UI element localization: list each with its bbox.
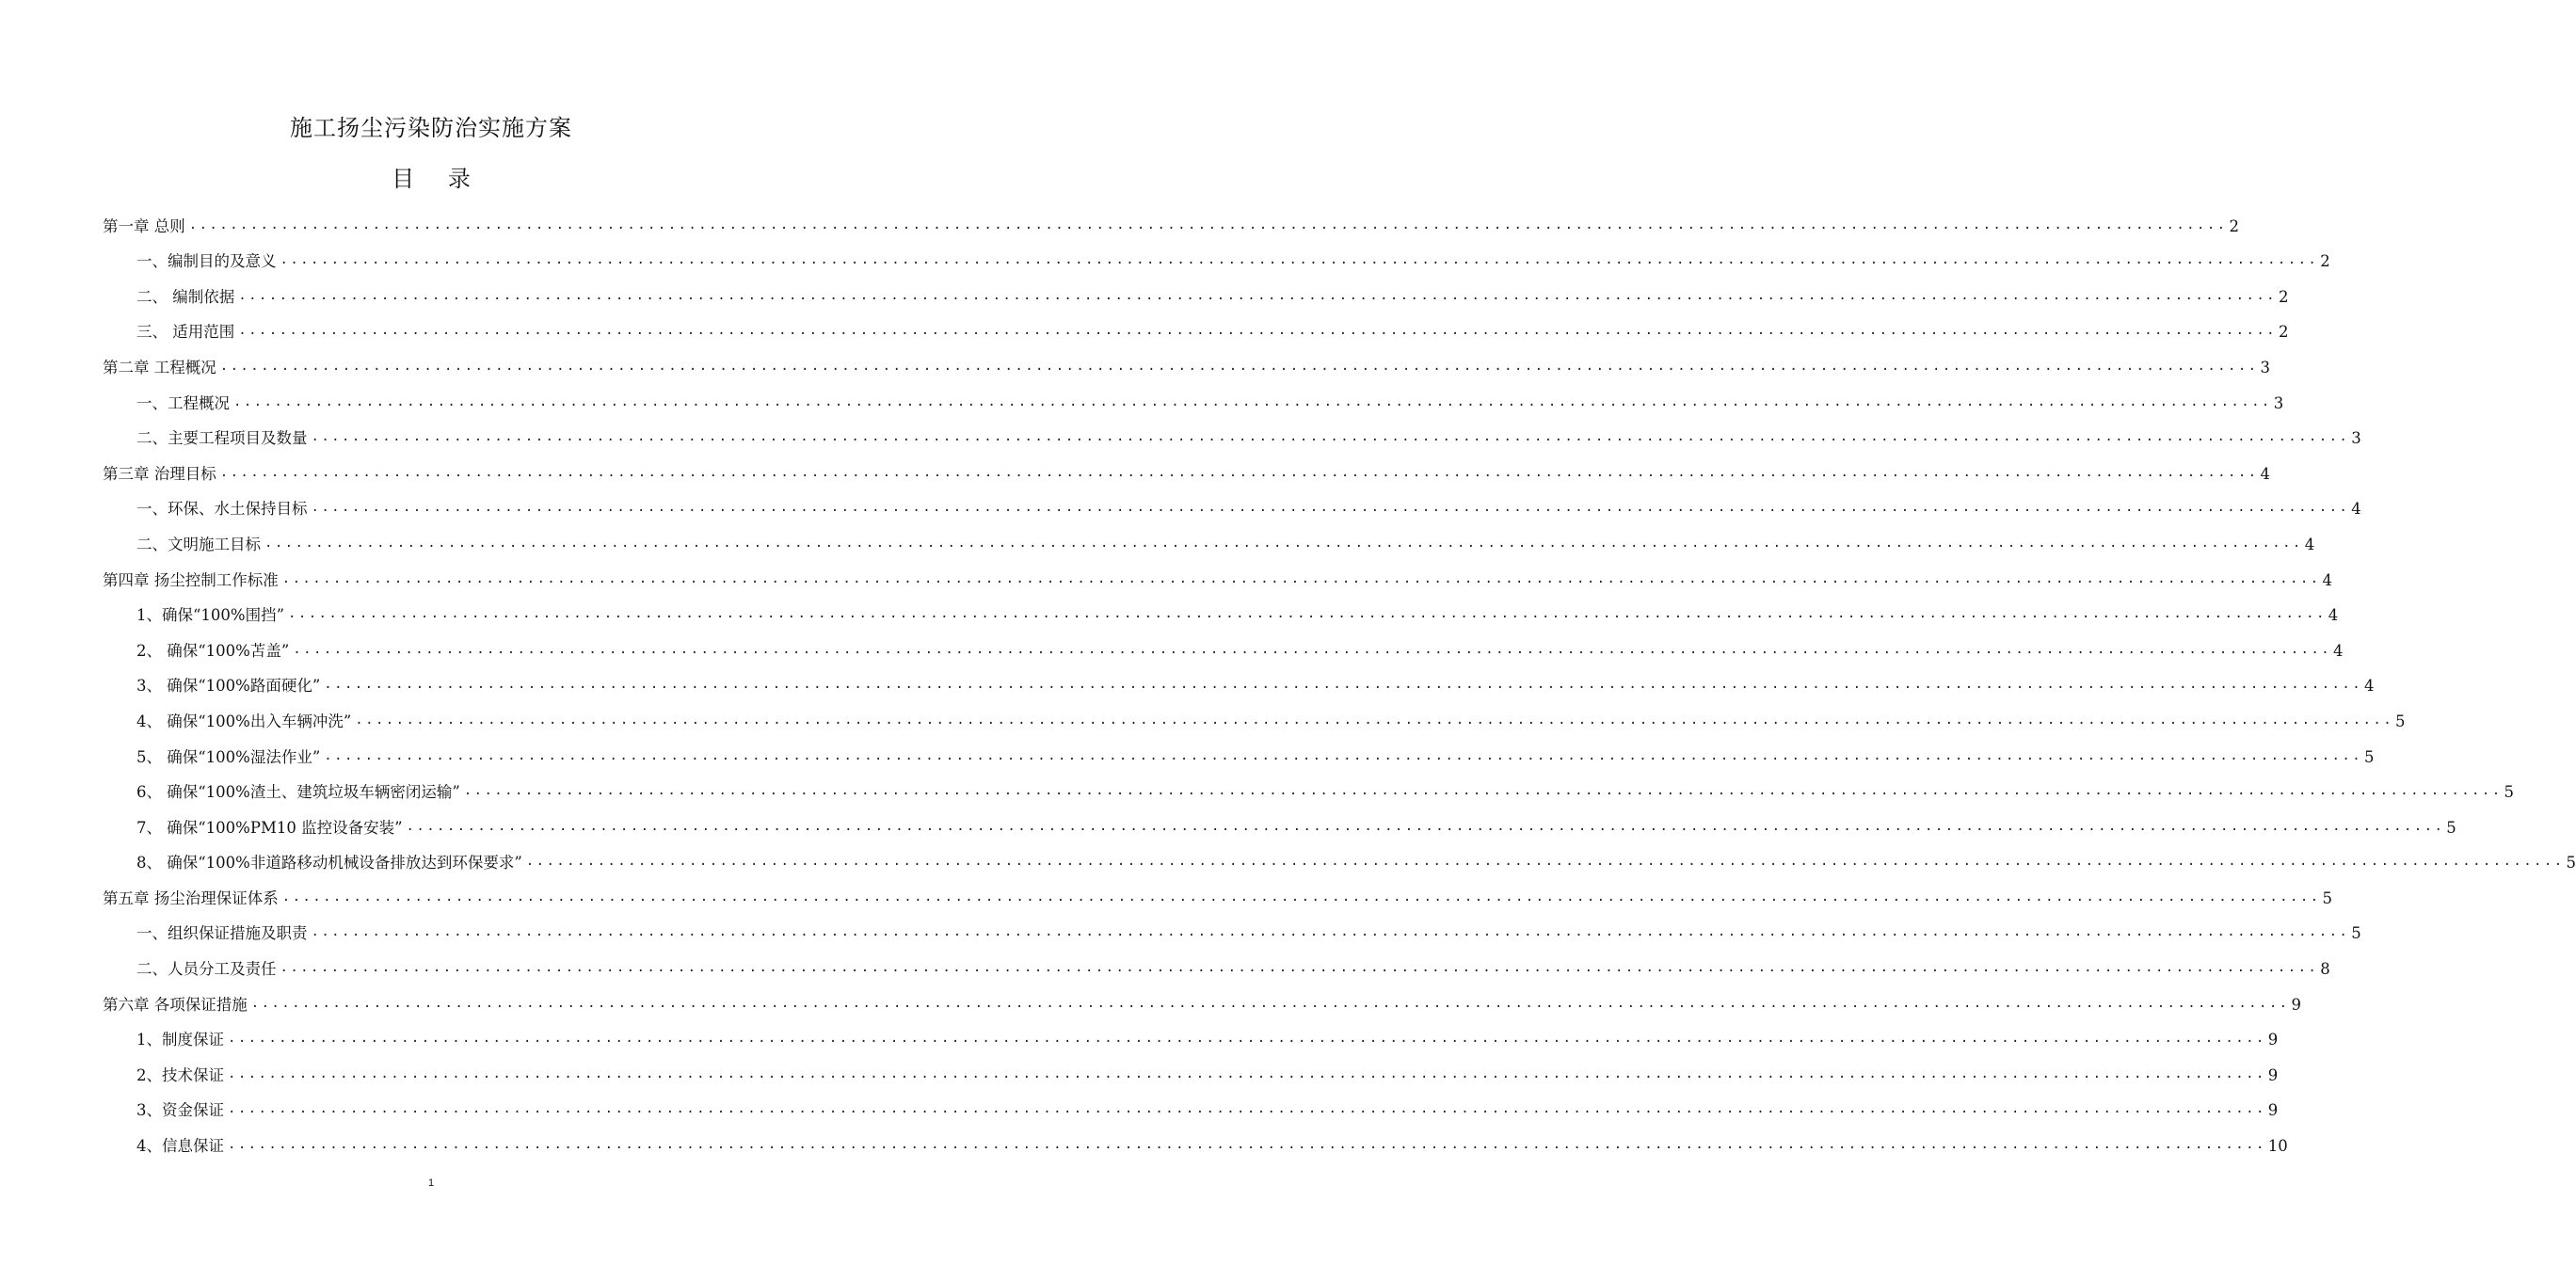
toc-entry-page: 4 [2304,535,2315,553]
toc-chapter-entry[interactable] [103,451,2270,487]
toc-entry-label: 第四章 扬尘控制工作标准 [103,570,279,589]
toc-entry-page: 2 [2229,216,2239,235]
toc-entry-label: 3、 确保“100%路面硬化” [136,677,321,696]
toc-dot-leader: ........................................................................................................................................................................................................ [355,712,2394,728]
toc-entry-label: 一、组织保证措施及职责 [136,924,308,943]
toc-section-entry[interactable] [103,664,2375,699]
toc-dot-leader: ........................................................................................................................................................................................................ [228,1137,2266,1153]
toc-entry-page: 2 [2279,323,2289,342]
toc-chapter-entry[interactable] [103,557,2332,593]
toc-entry-page: 5 [2566,854,2576,873]
toc-entry-page: 5 [2322,889,2332,907]
toc-entry-label: 6、 确保“100%渣土、建筑垃圾车辆密闭运输” [136,783,460,802]
toc-dot-leader: ........................................................................................................................................................................................................ [324,747,2363,763]
toc-section-entry[interactable] [103,1052,2279,1088]
toc-dot-leader: ........................................................................................................................................................................................................ [228,1101,2266,1117]
toc-section-entry[interactable] [103,946,2330,982]
toc-entry-page: 4 [2328,606,2339,625]
toc-dot-leader: ........................................................................................................................................................................................................ [463,783,2503,799]
toc-entry-page: 5 [2364,747,2375,766]
toc-section-entry[interactable] [103,310,2289,345]
toc-dot-leader: ........................................................................................................................................................................................................ [188,216,2228,232]
toc-dot-leader: ........................................................................................................................................................................................................ [219,358,2259,374]
toc-entry-page: 4 [2364,677,2375,696]
toc-entry-page: 9 [2291,995,2301,1014]
toc-section-entry[interactable] [103,805,2456,841]
toc-entry-page: 9 [2267,1065,2279,1084]
toc-chapter-entry[interactable] [103,875,2332,911]
toc-entry-page: 5 [2395,712,2406,730]
toc-entry-page: 10 [2267,1137,2288,1156]
toc-entry-page: 5 [2446,818,2456,837]
page-number: 1 [427,1177,435,1189]
toc-entry-page: 8 [2320,960,2330,979]
toc-entry-label: 7、 确保“100%PM10 监控设备安装” [136,818,403,837]
toc-entry-label: 8、 确保“100%非道路移动机械设备排放达到环保要求” [136,854,522,873]
toc-entry-page: 4 [2260,464,2270,483]
toc-entry-label: 第二章 工程概况 [103,358,216,376]
toc-entry-label: 一、环保、水土保持目标 [136,500,308,519]
toc-dot-leader: ........................................................................................................................................................................................................ [264,535,2303,551]
toc-entry-page: 5 [2351,924,2361,943]
toc-dot-leader: ........................................................................................................................................................................................................ [280,252,2319,268]
toc-section-entry[interactable] [103,1088,2279,1124]
toc-section-entry[interactable] [103,1123,2288,1159]
table-of-contents [103,203,2576,1159]
toc-entry-label: 一、编制目的及意义 [136,252,277,271]
toc-section-entry[interactable] [103,698,2406,734]
toc-entry-page: 4 [2351,500,2361,519]
toc-dot-leader: ........................................................................................................................................................................................................ [219,464,2259,480]
toc-section-entry[interactable] [103,1017,2279,1053]
toc-dot-leader: ........................................................................................................................................................................................................ [324,677,2363,693]
toc-entry-page: 9 [2267,1101,2279,1120]
toc-section-entry[interactable] [103,734,2375,770]
toc-dot-leader: ........................................................................................................................................................................................................ [233,393,2272,409]
toc-entry-page: 2 [2320,252,2330,271]
toc-entry-label: 1、确保“100%围挡” [136,606,285,625]
toc-section-entry[interactable] [103,911,2361,947]
toc-dot-leader: ........................................................................................................................................................................................................ [280,960,2319,976]
toc-dot-leader: ........................................................................................................................................................................................................ [311,500,2350,516]
toc-entry-label: 4、信息保证 [136,1137,224,1156]
toc-dot-leader: ........................................................................................................................................................................................................ [281,889,2321,905]
toc-entry-label: 4、 确保“100%出入车辆冲洗” [136,712,352,730]
toc-dot-leader: ........................................................................................................................................................................................................ [293,641,2332,657]
toc-section-entry[interactable] [103,593,2339,629]
toc-entry-label: 2、 确保“100%苫盖” [136,641,290,660]
toc-entry-label: 二、 编制依据 [136,287,235,306]
toc-section-entry[interactable] [103,380,2284,416]
toc-heading-char: 目 [392,166,415,192]
toc-entry-label: 二、文明施工目标 [136,535,261,553]
toc-heading [0,160,862,193]
toc-entry-label: 二、主要工程项目及数量 [136,429,308,448]
toc-dot-leader: ........................................................................................................................................................................................................ [281,570,2321,586]
document-title: 施工扬尘污染防治实施方案 [290,115,572,141]
toc-entry-page: 4 [2333,641,2344,660]
toc-dot-leader: ........................................................................................................................................................................................................ [238,287,2277,303]
toc-entry-page: 2 [2279,287,2289,306]
toc-entry-page: 5 [2504,783,2515,802]
toc-section-entry[interactable] [103,521,2315,557]
toc-entry-label: 1、制度保证 [136,1031,224,1049]
toc-dot-leader: ........................................................................................................................................................................................................ [311,924,2350,940]
toc-entry-page: 9 [2267,1031,2279,1049]
toc-heading-char: 录 [447,166,471,192]
toc-entry-page: 3 [2351,429,2361,448]
toc-entry-page: 4 [2322,570,2332,589]
toc-dot-leader: ........................................................................................................................................................................................................ [228,1065,2266,1081]
toc-dot-leader: ........................................................................................................................................................................................................ [311,429,2350,445]
toc-section-entry[interactable] [103,487,2361,522]
toc-dot-leader: ........................................................................................................................................................................................................ [288,606,2327,622]
toc-entry-label: 5、 确保“100%湿法作业” [136,747,321,766]
toc-section-entry[interactable] [103,628,2344,664]
toc-chapter-entry[interactable] [103,203,2239,239]
toc-entry-label: 第一章 总则 [103,216,185,235]
toc-section-entry[interactable] [103,416,2361,452]
toc-chapter-entry[interactable] [103,982,2301,1017]
toc-entry-label: 一、工程概况 [136,393,230,412]
toc-dot-leader: ........................................................................................................................................................................................................ [228,1031,2266,1047]
toc-entry-label: 3、资金保证 [136,1101,224,1120]
toc-entry-label: 第六章 各项保证措施 [103,995,248,1014]
toc-section-entry[interactable] [103,239,2330,275]
toc-dot-leader: ........................................................................................................................................................................................................ [238,323,2277,339]
toc-section-entry[interactable] [103,770,2515,806]
toc-entry-label: 第三章 治理目标 [103,464,216,483]
toc-chapter-entry[interactable] [103,344,2270,380]
toc-entry-page: 3 [2260,358,2270,376]
toc-section-entry[interactable] [103,274,2289,310]
toc-section-entry[interactable] [103,841,2576,876]
toc-entry-label: 二、人员分工及责任 [136,960,277,979]
toc-dot-leader: ........................................................................................................................................................................................................ [406,818,2445,834]
toc-entry-label: 2、技术保证 [136,1065,224,1084]
toc-dot-leader: ........................................................................................................................................................................................................ [525,854,2565,870]
toc-dot-leader: ........................................................................................................................................................................................................ [250,995,2290,1011]
toc-entry-label: 三、 适用范围 [136,323,235,342]
toc-entry-label: 第五章 扬尘治理保证体系 [103,889,279,907]
toc-entry-page: 3 [2273,393,2284,412]
